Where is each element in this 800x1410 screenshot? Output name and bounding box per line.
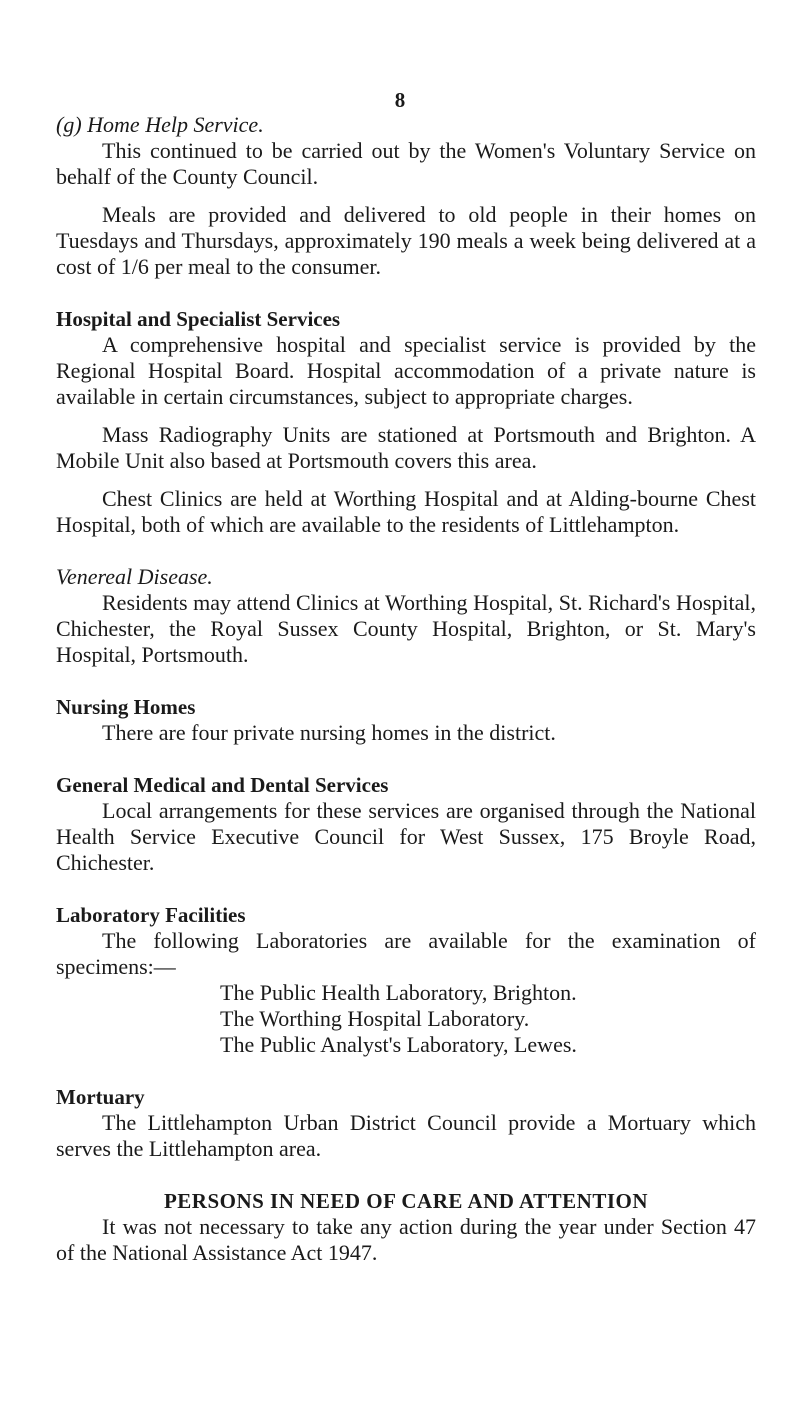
- hospital-heading: Hospital and Specialist Services: [56, 307, 341, 331]
- laboratory-paragraph-1: The following Laboratories are available for the examination of specimens:—: [56, 928, 756, 979]
- laboratory-item: The Public Analyst's Laboratory, Lewes.: [220, 1032, 577, 1057]
- laboratory-item: The Worthing Hospital Laboratory.: [220, 1006, 530, 1031]
- venereal-heading: Venereal Disease.: [56, 564, 213, 589]
- hospital-paragraph-2: Mass Radiography Units are stationed at Portsmouth and Brighton. A Mobile Unit also based at Portsmouth covers this area.: [56, 422, 756, 473]
- general-paragraph-1: Local arrangements for these services are organised through the National Health Service Executive Council for West Sussex, 175 Broyle Road, Chichester.: [56, 798, 756, 875]
- page-content: [56, 112, 756, 1266]
- hospital-paragraph-1: A comprehensive hospital and specialist service is provided by the Regional Hospital Board. Hospital accommodation of a private nature is available in certain circumstances, subject to appropriate charges.: [56, 332, 756, 409]
- home-help-heading: (g) Home Help Service.: [56, 112, 264, 137]
- home-help-paragraph-2: Meals are provided and delivered to old people in their homes on Tuesdays and Thursdays, approximately 190 meals a week being delivered at a cost of 1/6 per meal to the consumer.: [56, 202, 756, 279]
- general-heading: General Medical and Dental Services: [56, 773, 389, 797]
- page-number: 8: [394, 88, 406, 112]
- hospital-paragraph-3: Chest Clinics are held at Worthing Hospital and at Alding-bourne Chest Hospital, both of which are available to the residents of Littlehampton.: [56, 486, 756, 537]
- laboratory-item: The Public Health Laboratory, Brighton.: [220, 980, 577, 1005]
- laboratory-heading: Laboratory Facilities: [56, 903, 246, 927]
- persons-heading: PERSONS IN NEED OF CARE AND ATTENTION: [163, 1189, 649, 1213]
- venereal-paragraph-1: Residents may attend Clinics at Worthing Hospital, St. Richard's Hospital, Chichester, the Royal Sussex County Hospital, Brighton, or St. Mary's Hospital, Portsmouth.: [56, 590, 756, 667]
- nursing-paragraph-1: There are four private nursing homes in the district.: [102, 720, 556, 745]
- mortuary-heading: Mortuary: [56, 1085, 145, 1109]
- nursing-heading: Nursing Homes: [56, 695, 196, 719]
- mortuary-paragraph-1: The Littlehampton Urban District Council provide a Mortuary which serves the Littlehampton area.: [56, 1110, 756, 1161]
- persons-paragraph-1: It was not necessary to take any action during the year under Section 47 of the National Assistance Act 1947.: [56, 1214, 756, 1265]
- home-help-paragraph-1: This continued to be carried out by the Women's Voluntary Service on behalf of the County Council.: [56, 138, 756, 189]
